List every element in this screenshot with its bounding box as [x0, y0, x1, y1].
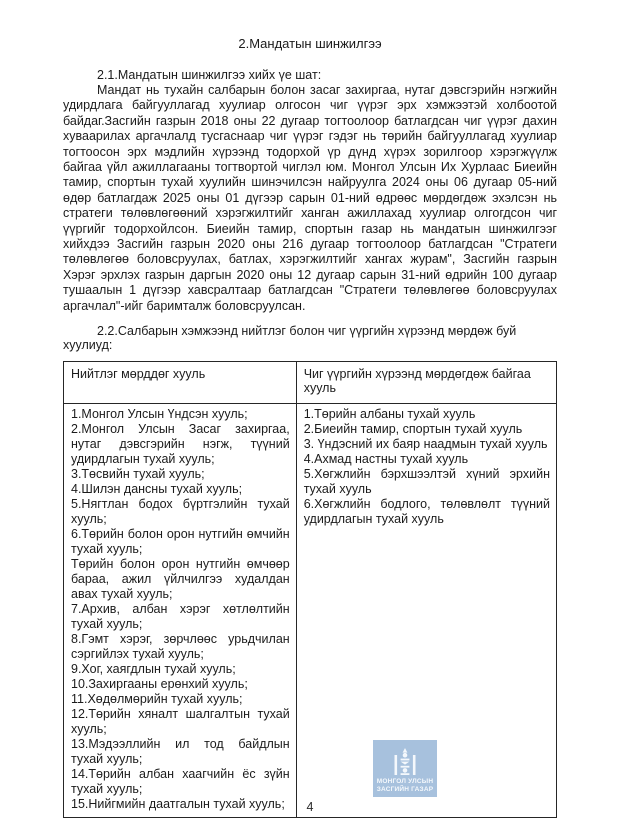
law-item: 3. Үндэсний их баяр наадмын тухай хууль [303, 437, 548, 452]
law-item: 5.Нягтлан бодох бүртгэлийн тухай хууль; [71, 497, 290, 527]
law-item: 9.Хог, хаягдлын тухай хууль; [71, 662, 236, 677]
section-2-1-heading: 2.1.Мандатын шинжилгээ хийх үе шат: [97, 68, 322, 82]
law-item: 4.Шилэн дансны тухай хууль; [71, 482, 243, 497]
law-item: 2.Монгол Улсын Засаг захиргаа, нутаг дэвсгэрийн нэгж, түүний удирдлагын тухай хууль; [71, 422, 290, 467]
watermark-org-name-line2: ЗАСГИЙН ГАЗАР [376, 785, 434, 793]
page-title: 2.Мандатын шинжилгээ [238, 36, 382, 51]
laws-table-header-row [64, 362, 557, 404]
law-item: 1.Төрийн албаны тухай хууль [303, 407, 476, 422]
law-item: 10.Захиргааны ерөнхий хууль; [71, 677, 248, 692]
section-2-2-heading: 2.2.Салбарын хэмжээнд нийтлэг болон чиг үүргийн хүрээнд мөрдөж буй хуулиуд: [63, 324, 517, 353]
table-header-common-laws: Нийтлэг мөрддөг хууль [64, 362, 297, 404]
page-number: 4 [306, 800, 314, 814]
watermark-org-name-line1: МОНГОЛ УЛСЫН [376, 778, 434, 785]
law-item: 15.Нийгмийн даатгалын тухай хууль; [71, 797, 285, 812]
document-content [63, 36, 557, 818]
law-item: 4.Ахмад настны тухай хууль [303, 452, 469, 467]
law-item: 2.Биеийн тамир, спортын тухай хууль [303, 422, 523, 437]
law-item: 5.Хөгжлийн бэрхшээлтэй хүний эрхийн тухай хууль [303, 467, 550, 497]
law-item: 14.Төрийн албан хаагчийн ёс зүйн тухай хууль; [71, 767, 290, 797]
law-item: 13.Мэдээллийн ил тод байдлын тухай хууль; [71, 737, 290, 767]
law-item: 6.Төрийн болон орон нутгийн өмчийн тухай хууль; [71, 527, 290, 557]
law-item: Төрийн болон орон нутгийн өмчөөр бараа, ажил үйлчилгээ худалдан авах тухай хууль; [71, 557, 290, 602]
functional-laws-cell [296, 404, 556, 818]
section-2-1-paragraph: Мандат нь тухайн салбарын болон засаг захиргаа, нутаг дэвсгэрийн нэгжийн удирдлага байгууллагад хуулиар олгосон чиг үүрэг эрх хэмжээтэй холбоотой байдаг.Засгийн газрын 2018 оны 22 дугаар тогтоолоор батлагдсан чиг үүрэг дахин хуваарилах аргачлалд тусгаснаар чиг үүрэг гэдэг нь төрийн байгууллагад хуулиар тогтоосон эрх мэдлийн хүрээнд тодорхой үр дүнд хүрэх зорилгоор хэрэгжүүлж байгаа үйл ажиллагааны тогтвортой чиглэл юм. Монгол Улсын Их Хурлаас Биеийн тамир, спортын тухай хуулийн шинэчилсэн найруулга 2024 оны 06 дугаар 05-ний өдөр батлагдаж 2025 оны 01 дүгээр сарын 01-ний өдрөөс мөрдөгдөж эхэлсэн нь стратеги төлөвлөгөөний хэрэгжилтийг ханган ажиллахад хуулиар олгогдсон чиг үүргийг тодорхойлсон. Биеийн тамир, спортын газар нь мандатын шинжилгээг хийхдээ Засгийн газрын 2020 оны 216 дугаар тогтоолоор батлагдсан "Стратеги төлөвлөгөө боловсруулах, батлах, хэрэгжилтийг хангах журам", Засгийн газрын Хэрэг эрхлэх газрын даргын 2020 оны 12 дугаар сарын 31-ний өдрийн 100 дугаар тушаалын 1 дүгээр хавсралтаар батлагдсан "Стратеги төлөвлөгөө боловсруулах аргачлал"-ийг баримталж боловсруулсан. [63, 83, 557, 313]
law-item: 8.Гэмт хэрэг, зөрчлөөс урьдчилан сэргийлэх тухай хууль; [71, 632, 290, 662]
law-item: 1.Монгол Улсын Үндсэн хууль; [71, 407, 248, 422]
law-item: 3.Төсвийн тухай хууль; [71, 467, 205, 482]
law-item: 12.Төрийн хяналт шалгалтын тухай хууль; [71, 707, 290, 737]
table-header-functional-laws: Чиг үүргийн хүрээнд мөрдөгдөж байгаа хууль [296, 362, 556, 404]
law-item: 6.Хөгжлийн бодлого, төлөвлөлт түүний удирдлагын тухай хууль [303, 497, 550, 527]
laws-table [63, 361, 557, 818]
laws-table-body-row [64, 404, 557, 818]
common-laws-cell [64, 404, 297, 818]
law-item: 11.Хөдөлмөрийн тухай хууль; [71, 692, 243, 707]
law-item: 7.Архив, албан хэрэг хөтлөлтийн тухай хууль; [71, 602, 290, 632]
